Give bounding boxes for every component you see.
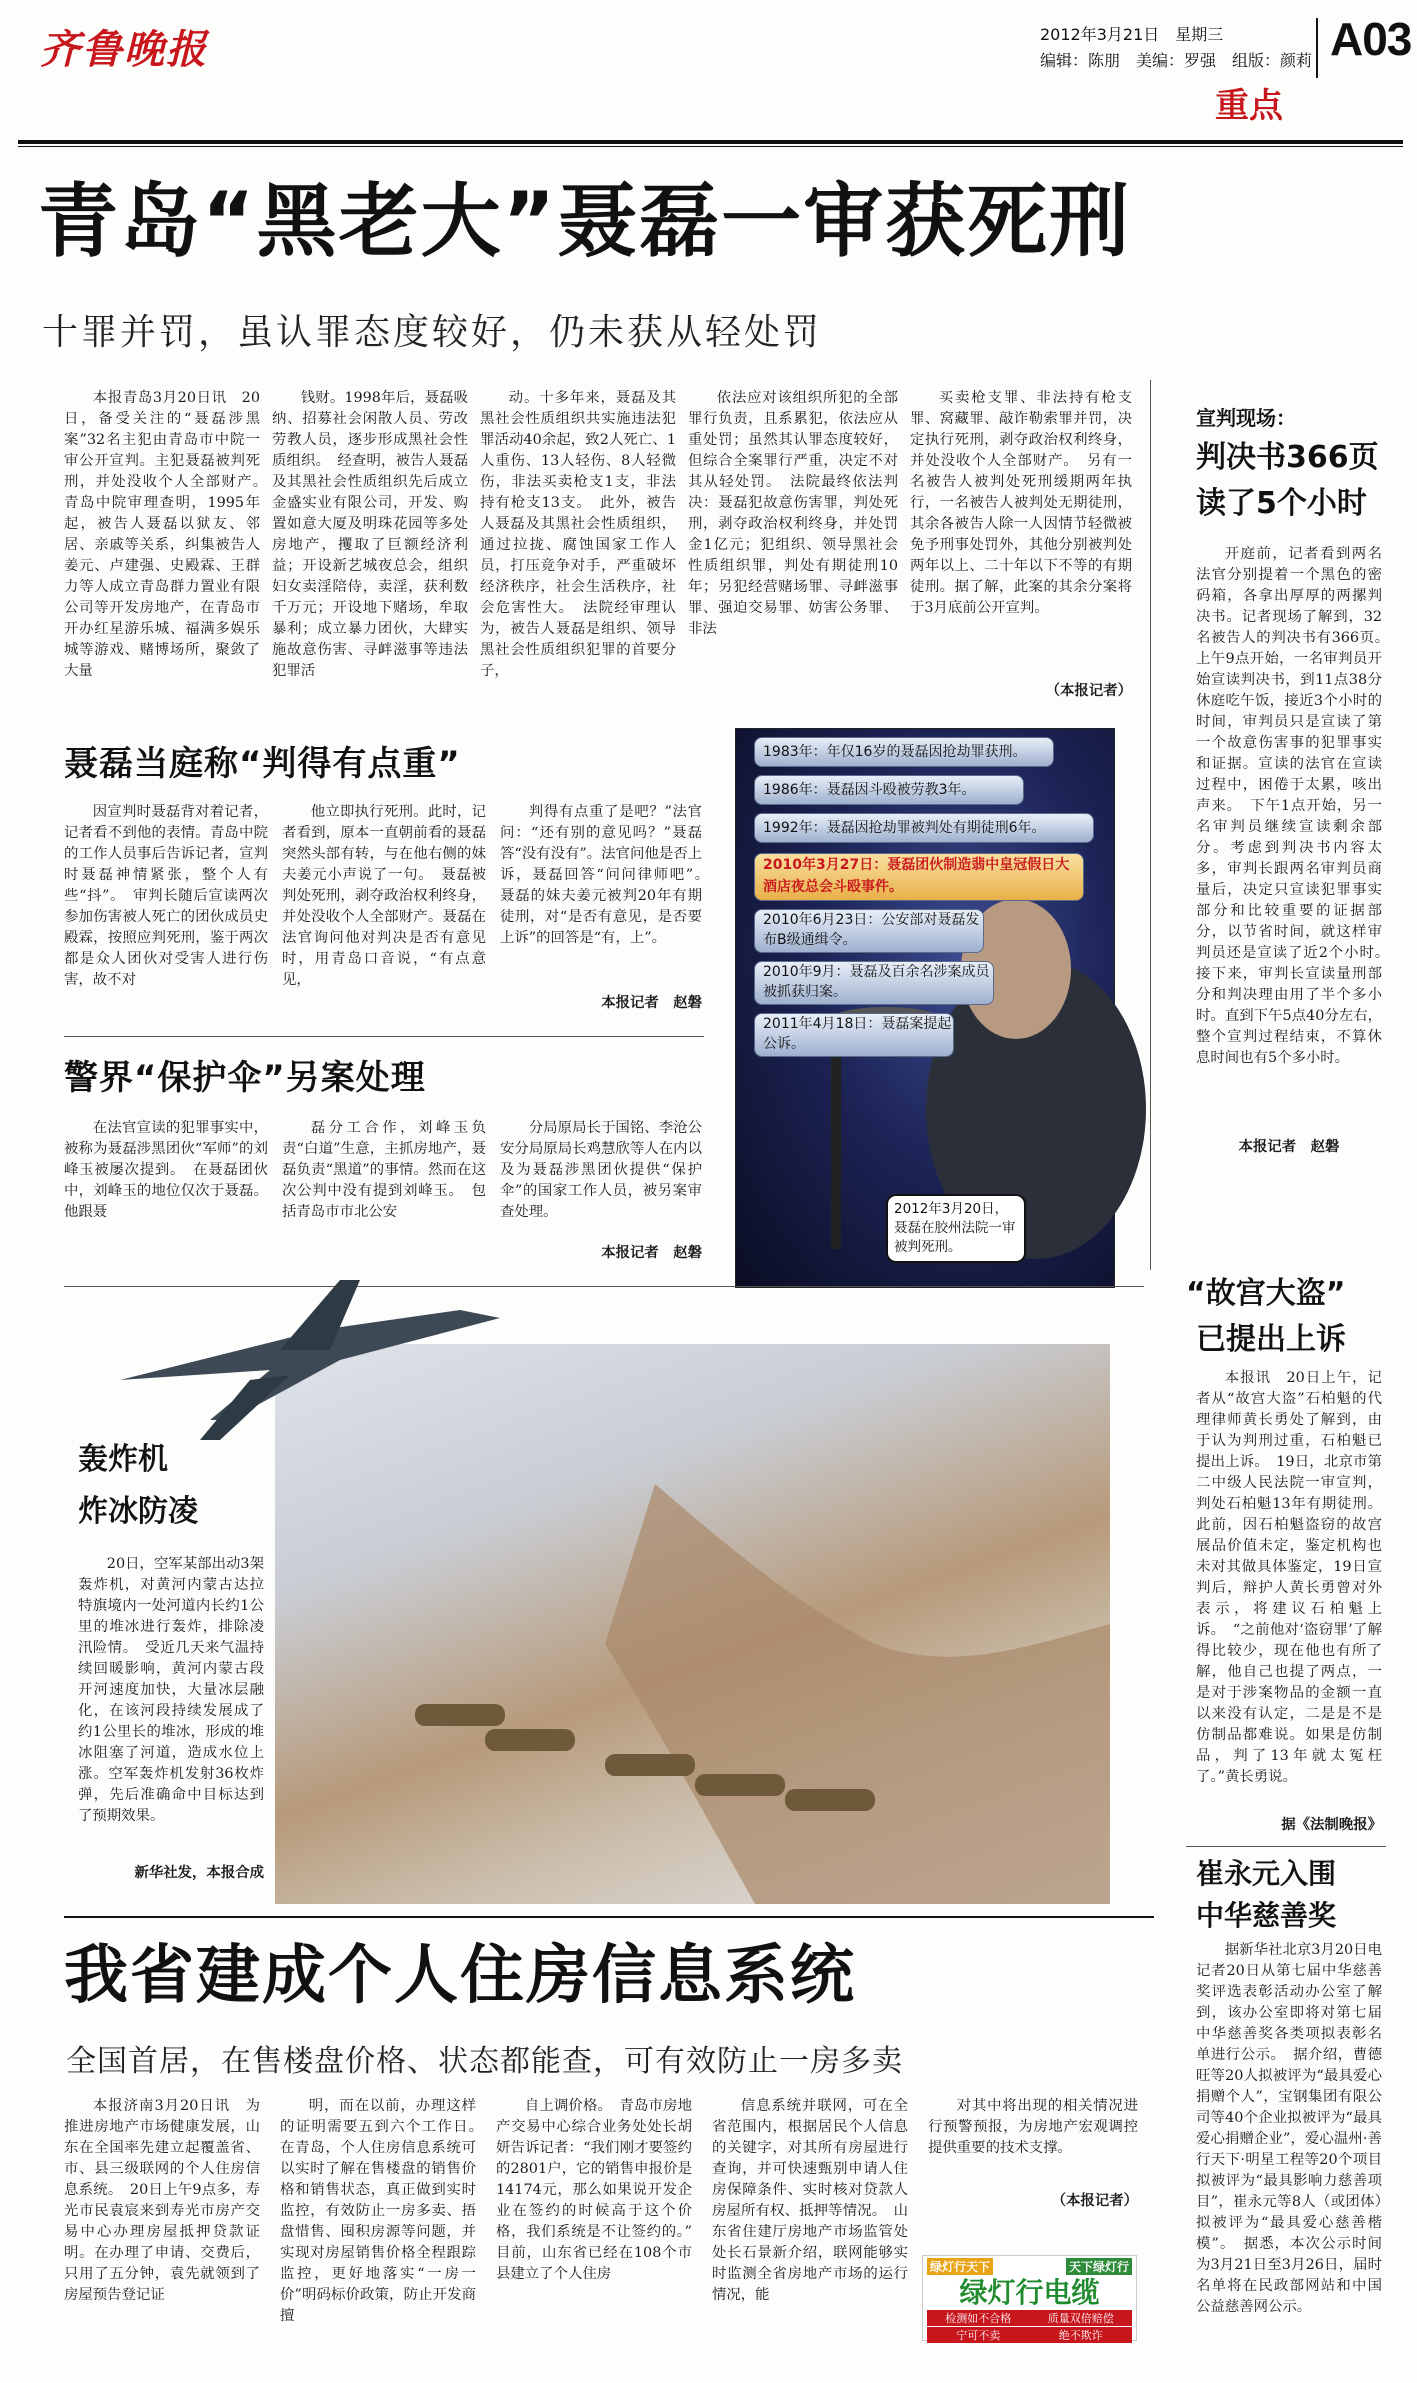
nie-column-1: 因宣判时聂磊背对着记者，记者看不到他的表情。青岛中院的工作人员事后告诉记者，宣判时聂磊神情紧张，整个人有些“抖”。 审判长随后宣读两次参加伤害被人死亡的团伙成员史殿霖，按照应判死刑，鉴于两次都是众人团伙对受害人进行伤害，故不对 — [64, 804, 268, 988]
timeline-item: 1992年：聂磊因抢劫罪被判处有期徒刑6年。 — [754, 813, 1094, 843]
timeline-item: 1983年：年仅16岁的聂磊因抢劫罪获刑。 — [754, 737, 1054, 767]
court-photo-timeline — [735, 728, 1115, 1288]
story2-column-4: 信息系统并联网，可在全省范围内，根据居民个人信息的关键字，对其所有房屋进行查询，并可快速甄别申请人住房保障条件、实时核对贷款人房屋所有权、抵押等情况。 山东省住建厅房地产市场监管处处长石景新介绍，联网能够实时监测全省房地产市场的运行情况，能 — [712, 2098, 908, 2303]
column-divider-right — [1150, 380, 1151, 1270]
sidebar-title-line2: 读了5个小时 — [1196, 486, 1367, 521]
umbrella-column-2: 磊分工合作，刘峰玉负责“白道”生意，主抓房地产，聂磊负责“黑道”的事情。然而在这次公判中没有提到刘峰玉。 包括青岛市市北公安 — [282, 1120, 486, 1220]
bomber-plane-icon — [80, 1270, 520, 1450]
masthead-info — [1040, 22, 1312, 74]
ad-slogan: 宁可不卖 — [956, 2329, 1001, 2342]
story2-column-5: 对其中将出现的相关情况进行预警预报，为房地产宏观调控提供重要的技术支撑。 — [928, 2098, 1138, 2156]
advertisement[interactable] — [922, 2255, 1137, 2341]
story2-subhead: 全国首居，在售楼盘价格、状态都能查，可有效防止一房多卖 — [66, 2044, 903, 2079]
ad-tag-left: 绿灯行天下 — [927, 2258, 993, 2275]
bomber-title-line2: 炸冰防凌 — [78, 1494, 198, 1529]
sidebar-body: 开庭前，记者看到两名法官分别提着一个黑色的密码箱，各拿出厚厚的两摞判决书。记者现场了解到，32名被告人的判决书有366页。 上午9点开始，一名审判员开始宣读判决书，到11点38分休庭吃午饭，接近3个小时的时间，审判员只是宣读了第一个故意伤害事的犯罪事实和证据。宣读的法官在宣读过程中，困倦于太累，咳出声来。 下午1点开始，另一名审判员继续宣读剩余部分。考虑到判决书内容太多，审判长跟两名审判员商量后，决定只宣读犯罪事实部分和比较重要的证据部分，以节省时间，就这样审判员还是宣读了近2个小时。 接下来，审判长宣读量刑部分和判决理由用了半个多小时。直到下午5点40分左右，整个宣判过程结束，不算休息时间也有5个多小时。 — [1196, 546, 1397, 1066]
river-bank — [605, 1484, 1110, 1904]
timeline-item: 2010年9月：聂磊及百余名涉案成员被抓获归案。 — [754, 961, 994, 1005]
bomb-icon — [605, 1754, 695, 1776]
forbidden-city-title-line2: 已提出上诉 — [1196, 1322, 1346, 1357]
story2-headline: 我省建成个人住房信息系统 — [64, 1939, 856, 2013]
bomber-byline: 新华社发，本报合成 — [134, 1864, 264, 1881]
story1-column-2: 钱财。1998年后，聂磊吸纳、招募社会闲散人员、劳改劳教人员，逐步形成黑社会性质组织。 经查明，被告人聂磊及其黑社会性质组织先后成立金盛实业有限公司，开发、购置如意大厦及明珠花园等多处房地产，攫取了巨额经济利益；开设新艺城夜总会，组织妇女卖淫陪侍，卖淫，获利数千万元；开设地下赌场，牟取暴利；成立暴力团伙，大肆实施故意伤害、寻衅滋事等违法犯罪活 — [272, 390, 468, 679]
nie-column-3: 判得有点重了是吧？”法官问：“还有别的意见吗？”聂磊答“没有没有”。法官问他是否上诉，聂磊回答“问问律师吧”。 聂磊的妹夫姜元被判20年有期徒刑，对“是否有意见，是否要上诉”的回答是“有，上”。 — [500, 804, 717, 946]
page-separator — [1316, 18, 1318, 78]
cui-body: 据新华社北京3月20日电 记者20日从第七届中华慈善奖评选表彰活动办公室了解到，该办公室即将对第七届中华慈善奖各类项拟表彰名单进行公示。 据介绍，曹德旺等20人拟被评为“最具爱心捐赠个人”，宝钢集团有限公司等40个企业拟被评为“最具爱心捐赠企业”，爱心温州·善行天下·明星工程等20个项目拟被评为“最具影响力慈善项目”，崔永元等8人（或团体）拟被评为“最具爱心慈善楷模”。 据悉，本次公示时间为3月21日至3月26日，届时名单将在民政部网站和中国公益慈善网公示。 — [1196, 1942, 1397, 2315]
plane-wing — [200, 1375, 290, 1440]
ad-slogan: 绝不欺诈 — [1058, 2329, 1103, 2342]
forbidden-city-body: 本报讯 20日上午，记者从“故宫大盗”石柏魁的代理律师黄长勇处了解到，由于认为判刑过重，石柏魁已提出上诉。 19日，北京市第二中级人民法院一审宣判，判处石柏魁13年有期徒刑。此前，因石柏魁盗窃的故宫展品价值未定，鉴定机构也未对其做具体鉴定，19日宣判后，辩护人黄长勇曾对外表示，将建议石柏魁上诉。 “之前他对‘盗窃罪’了解得比较少，现在他也有所了解，他自己也提了两点，一是对于涉案物品的金额一直以来没有认定，二是是不是仿制品都难说。如果是仿制品，判了13年就太冤枉了。”黄长勇说。 — [1196, 1370, 1382, 1785]
timeline-item: 1986年：聂磊因斗殴被劳教3年。 — [754, 775, 1024, 805]
section-tag: 重点 — [1215, 86, 1283, 126]
photo-caption: 2012年3月20日，聂磊在胶州法院一审被判死刑。 — [886, 1194, 1026, 1263]
ad-slogan: 检测如不合格 — [945, 2312, 1012, 2325]
timeline-item-highlight: 2010年3月27日：聂磊团伙制造翡中皇冠假日大酒店夜总会斗殴事件。 — [754, 853, 1084, 901]
ad-tag-right: 天下绿灯行 — [1066, 2258, 1132, 2275]
bomb-icon — [485, 1729, 575, 1751]
story2-top-rule — [64, 1916, 1154, 1918]
umbrella-column-3: 分局原局长于国铭、李沧公安分局原局长鸡慧欣等人在内以及为聂磊涉黑团伙提供“保护伞”的国家工作人员，被另案审查处理。 — [500, 1120, 702, 1220]
timeline-item: 2011年4月18日：聂磊案提起公诉。 — [754, 1013, 954, 1057]
top-rule-thin — [18, 146, 1403, 147]
ad-slogan: 质量双倍赔偿 — [1047, 2312, 1114, 2325]
timeline-item: 2010年6月23日：公安部对聂磊发布B级通缉令。 — [754, 909, 984, 953]
cui-title-line2: 中华慈善奖 — [1196, 1899, 1337, 1932]
story2-byline: （本报记者） — [1051, 2192, 1138, 2209]
bomb-icon — [415, 1704, 505, 1726]
story1-column-3: 动。十多年来，聂磊及其黑社会性质组织共实施违法犯罪活动40余起，致2人死亡、1人重伤、13人轻伤、8人轻微伤，非法买卖枪支1支，非法持有枪支13支。 此外，被告人聂磊及其黑社会性质组织，通过拉拢、腐蚀国家工作人员，打压竞争对手，严重破坏经济秩序，社会生活秩序，社会危害性大。 法院经审理认为，被告人聂磊是组织、领导黑社会性质组织犯罪的首要分子， — [480, 390, 676, 679]
forbidden-city-title-line1: “故宫大盗” — [1186, 1276, 1346, 1311]
story1-column-4: 依法应对该组织所犯的全部罪行负责，且系累犯，依法应从重处罚；虽然其认罪态度较好，但综合全案罪行严重，决定不对其从轻处罚。 法院最终依法判决：聂磊犯故意伤害罪，判处死刑，剥夺政治权利终身，并处罚金1亿元；犯组织、领导黑社会性质组织罪，判处有期徒刑10年；另犯经营赌场罪、寻衅滋事罪、强迫交易罪、妨害公务罪、非法 — [688, 390, 898, 637]
story1-column-1: 本报青岛3月20日讯 20日，备受关注的“聂磊涉黑案”32名主犯由青岛市中院一审公开宣判。主犯聂磊被判死刑，并处没收个人全部财产。 青岛中院审理查明，1995年起，被告人聂磊以狱友、邻居、亲戚等关系，纠集被告人姜元、卢建强、史殿霖、王群力等人成立青岛群力置业有限公司等开发房地产，在青岛市开办红星游乐城、福满多娱乐城等游戏、赌博场所，聚敛了大量 — [64, 390, 275, 679]
microphone-stand — [831, 1049, 841, 1249]
editors-line: 编辑：陈朋 美编：罗强 组版：颜莉 — [1040, 51, 1313, 70]
umbrella-column-1: 在法官宣读的犯罪事实中，被称为聂磊涉黑团伙“军师”的刘峰玉被屡次提到。 在聂磊团伙中，刘峰玉的地位仅次于聂磊。他跟聂 — [64, 1120, 268, 1220]
nie-column-2: 他立即执行死刑。此时，记者看到，原本一直朝前看的聂磊突然头部有转，与在他右侧的妹夫姜元小声说了一句。 聂磊被判处死刑，剥夺政治权利终身，并处没收个人全部财产。聂磊在法官询问他对判决是否有意见时，用青岛口音说，“有点意见， — [282, 804, 486, 988]
story2-column-3: 自上调价格。 青岛市房地产交易中心综合业务处处长胡妍告诉记者：“我们刚才要签约的2801户，它的销售申报价是14174元，那么如果说开发企业在签约的时候高于这个价格，我们系统是不让签约的。” 目前，山东省已经在108个市县建立了个人住房 — [496, 2098, 707, 2282]
forbidden-city-rule — [1186, 1846, 1386, 1847]
story1-byline: （本报记者） — [1045, 682, 1132, 699]
sidebar-byline: 本报记者 赵磐 — [1238, 1138, 1340, 1155]
story1-column-5: 买卖枪支罪、非法持有枪支罪、窝藏罪、敲诈勒索罪并罚，决定执行死刑，剥夺政治权利终身，并处没收个人全部财产。 另有一名被告人被判处死刑缓期两年执行，一名被告人被判处无期徒刑，其余各被告人除一人因情节轻微被免予刑事处罚外，其他分别被判处两年以上、二十年以下不等的有期徒刑。据了解，此案的其余分案将于3月底前公开宣判。 — [910, 390, 1132, 616]
newspaper-logo: 齐鲁晚报 — [40, 26, 208, 73]
story2-column-1: 本报济南3月20日讯 为推进房地产市场健康发展，山东在全国率先建立起覆盖省、市、县三级联网的个人住房信息系统。 20日上午9点多，寿光市民袁宸来到寿光市房产交易中心办理房屋抵押贷款证明。在办理了申请、交费后，只用了五分钟，袁先就领到了房屋预告登记证 — [64, 2098, 260, 2303]
bomb-icon — [785, 1789, 875, 1811]
bomber-title-line1: 轰炸机 — [78, 1442, 168, 1477]
nie-section-title: 聂磊当庭称“判得有点重” — [64, 744, 461, 784]
bomb-icon — [695, 1774, 785, 1796]
ad-brand: 绿灯行电缆 — [959, 2276, 1100, 2309]
umbrella-section-title: 警界“保护伞”另案处理 — [64, 1058, 426, 1098]
umbrella-top-rule — [64, 1036, 704, 1037]
forbidden-city-byline: 据《法制晚报》 — [1281, 1816, 1382, 1833]
sidebar-kicker: 宣判现场： — [1196, 406, 1296, 430]
sidebar-title-line1: 判决书366页 — [1196, 440, 1379, 475]
story1-headline: 青岛“黑老大”聂磊一审获死刑 — [38, 175, 1132, 268]
story2-column-2: 明，而在以前，办理这样的证明需要五到六个工作日。 在青岛，个人住房信息系统可以实时了解在售楼盘的销售价格和销售状态，真正做到实时监控，有效防止一房多卖、捂盘惜售、囤积房源等问题，并实现对房屋销售价格全程跟踪监控，更好地落实“一房一价”明码标价政策，防止开发商擅 — [280, 2098, 491, 2324]
bomber-body: 20日，空军某部出动3架轰炸机，对黄河内蒙古达拉特旗境内一处河道内长约1公里的堆冰进行轰炸，排除凌汛险情。 受近几天来气温持续回暖影响，黄河内蒙古段开河速度加快，大量冰层融化，在该河段持续发展成了约1公里长的堆冰，形成的堆冰阻塞了河道，造成水位上涨。空军轰炸机发射36枚炸弹，先后准确命中目标达到了预期效果。 — [78, 1556, 264, 1824]
nie-byline: 本报记者 赵磐 — [601, 994, 702, 1011]
date-line: 2012年3月21日 星期三 — [1040, 25, 1224, 44]
umbrella-byline: 本报记者 赵磐 — [601, 1244, 702, 1261]
story1-subhead: 十罪并罚，虽认罪态度较好，仍未获从轻处罚 — [42, 312, 823, 353]
cui-title-line1: 崔永元入围 — [1196, 1857, 1337, 1890]
page-number: A03 — [1330, 13, 1412, 65]
top-rule — [18, 140, 1403, 144]
